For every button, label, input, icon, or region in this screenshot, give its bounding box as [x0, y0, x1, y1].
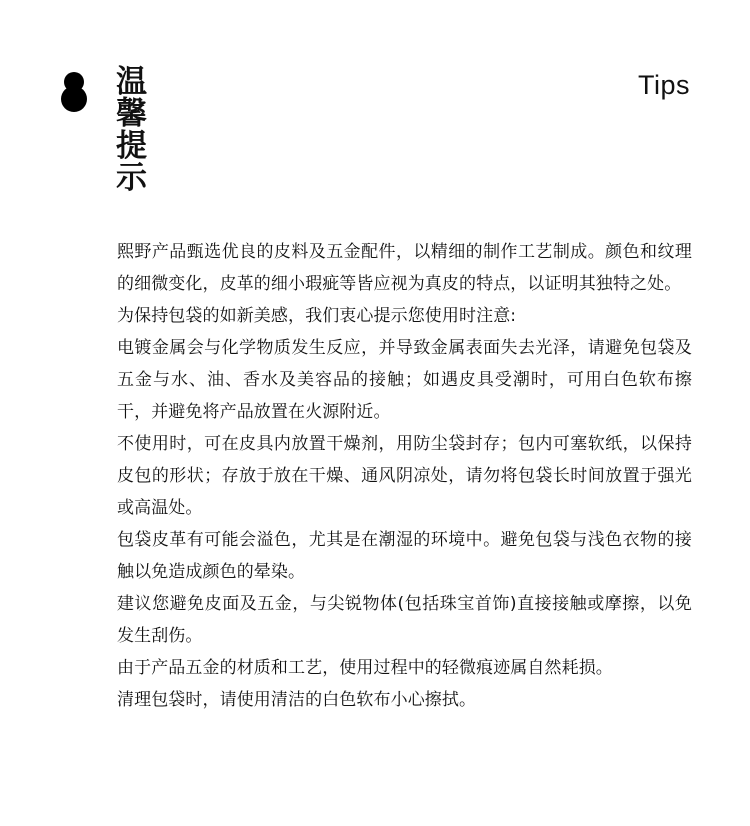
paragraph-intro: 熙野产品甄选优良的皮料及五金配件，以精细的制作工艺制成。颜色和纹理的细微变化，皮革的细小瑕疵等皆应视为真皮的特点，以证明其独特之处。 [117, 242, 692, 294]
page-subtitle: Tips [637, 70, 690, 100]
paragraph-scratch: 建议您避免皮面及五金，与尖锐物体(包括珠宝首饰)直接接触或摩擦，以免发生刮伤。 [117, 594, 692, 646]
paragraph-metal-care: 电镀金属会与化学物质发生反应，并导致金属表面失去光泽，请避免包袋及五金与水、油、香水及美容品的接触；如遇皮具受潮时，可用白色软布擦干，并避免将产品放置在火源附近。 [117, 338, 692, 422]
page-title: 温馨提示 [116, 64, 147, 196]
paragraph-care-lead: 为保持包袋的如新美感，我们衷心提示您使用时注意: [117, 306, 517, 326]
paragraph-storage: 不使用时，可在皮具内放置干燥剂，用防尘袋封存；包内可塞软纸，以保持皮包的形状；存放于放在干燥、通风阴凉处，请勿将包袋长时间放置于强光或高温处。 [117, 434, 692, 518]
paragraph-color-bleed: 包袋皮革有可能会溢色，尤其是在潮湿的环境中。避免包袋与浅色衣物的接触以免造成颜色的晕染。 [117, 530, 692, 582]
paragraph-cleaning: 清理包袋时，请使用清洁的白色软布小心擦拭。 [117, 690, 477, 710]
paragraph-wear: 由于产品五金的材质和工艺，使用过程中的轻微痕迹属自然耗损。 [117, 658, 613, 678]
tips-content [117, 236, 692, 716]
logo-shape [61, 71, 87, 112]
brand-logo-icon [61, 71, 87, 112]
